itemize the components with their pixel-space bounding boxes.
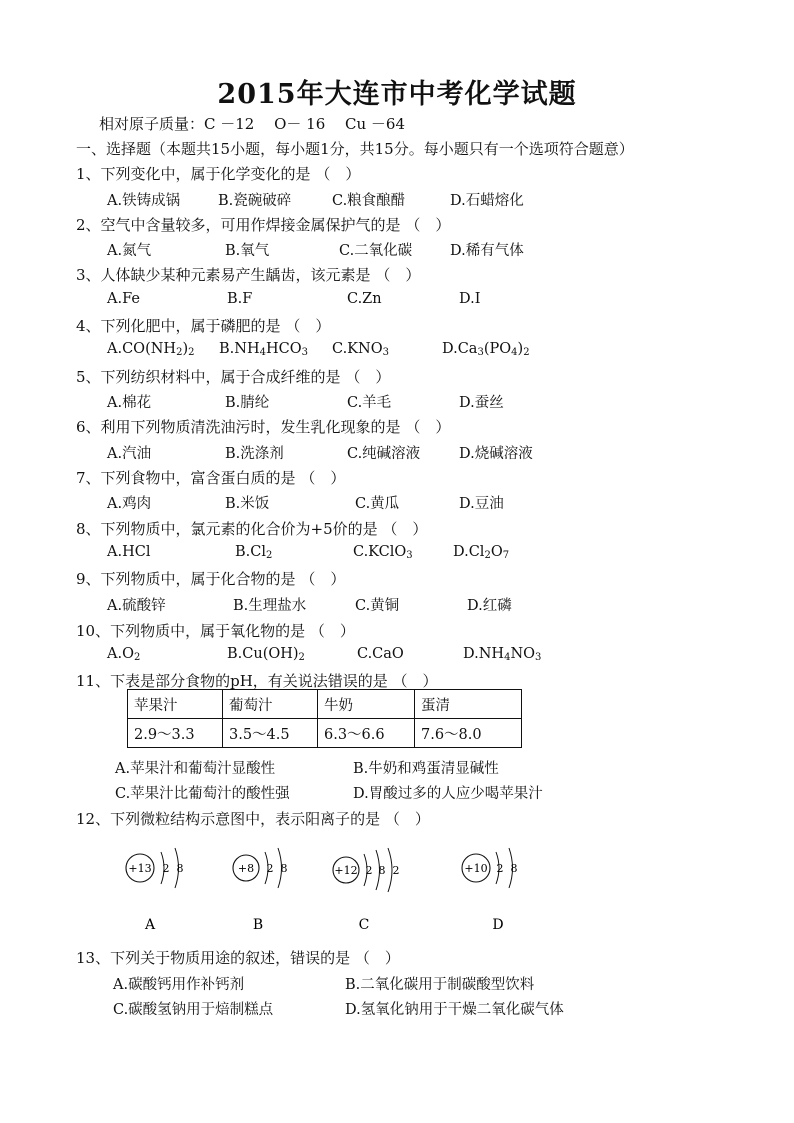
- option: D.胃酸过多的人应少喝苹果汁: [353, 786, 543, 802]
- option: $B.Cu(OH)_2$: [227, 646, 305, 663]
- shell-count: 8: [280, 862, 288, 875]
- option: D.红磷: [467, 598, 512, 614]
- option: A.硫酸锌: [107, 598, 166, 614]
- option: A.苹果汁和葡萄汁显酸性: [115, 761, 276, 777]
- table-cell: 6.3～6.6: [318, 719, 415, 748]
- option: C.羊毛: [347, 395, 392, 411]
- option: $D.NH_4NO_3$: [463, 646, 542, 663]
- option: B.二氧化碳用于制碳酸型饮料: [345, 977, 535, 993]
- option: D.I: [459, 291, 481, 307]
- option: B.牛奶和鸡蛋清显碱性: [353, 761, 499, 777]
- option: C.黄铜: [355, 598, 400, 614]
- ph-table: [127, 689, 522, 748]
- nucleus-label: +13: [128, 862, 152, 875]
- question-stem: 11、下表是部分食物的pH，有关说法错误的是 （ ）: [76, 672, 438, 690]
- question-stem: 2、空气中含量较多，可用作焊接金属保护气的是 （ ）: [76, 216, 451, 234]
- page-title: 2015年大连市中考化学试题: [217, 79, 577, 110]
- question-stem: 6、利用下列物质清洗油污时，发生乳化现象的是 （ ）: [76, 418, 451, 436]
- atomic-structure-diagrams: [100, 836, 560, 936]
- question-stem: 9、下列物质中，属于化合物的是 （ ）: [76, 570, 346, 588]
- shell-count: 8: [378, 864, 386, 877]
- option: A.HCl: [107, 544, 151, 560]
- option: A.Fe: [107, 291, 140, 307]
- table-cell: 3.5～4.5: [223, 719, 318, 748]
- shell-count: 2: [496, 862, 504, 875]
- nucleus-label: +8: [237, 862, 255, 875]
- diagram-label: A: [144, 917, 156, 933]
- table-header-row: [128, 690, 522, 719]
- atom-diagram: [233, 848, 288, 933]
- atomic-mass-line: 相对原子质量：C －12 O－ 16 Cu －64: [99, 115, 406, 133]
- option: C.Zn: [347, 291, 382, 307]
- shell-count: 2: [365, 864, 373, 877]
- option: A.氮气: [107, 243, 152, 259]
- option: D.蚕丝: [459, 395, 504, 411]
- question-stem: 13、下列关于物质用途的叙述，错误的是 （ ）: [76, 949, 400, 967]
- diagram-label: C: [358, 917, 370, 933]
- shell-arc: [388, 848, 392, 892]
- option: $D.Ca_3(PO_4)_2$: [442, 341, 530, 358]
- option: A.鸡肉: [107, 496, 152, 512]
- option: C.二氧化碳: [339, 243, 413, 259]
- option: A.汽油: [107, 446, 152, 462]
- question-stem: 10、下列物质中，属于氧化物的是 （ ）: [76, 622, 355, 640]
- diagram-label: D: [492, 917, 504, 933]
- table-header-cell: 苹果汁: [128, 690, 223, 719]
- option: B.洗涤剂: [225, 446, 284, 462]
- option: $A.CO(NH_2)_2$: [107, 341, 195, 358]
- option: C.苹果汁比葡萄汁的酸性强: [115, 786, 290, 802]
- option: C.黄瓜: [355, 496, 400, 512]
- option: C.碳酸氢钠用于焙制糕点: [113, 1002, 274, 1018]
- nucleus-label: +12: [334, 864, 358, 877]
- option: B.生理盐水: [233, 598, 307, 614]
- option: D.烧碱溶液: [459, 446, 533, 462]
- option: B.瓷碗破碎: [218, 193, 292, 209]
- atom-diagram: [462, 848, 518, 933]
- section-heading: 一、选择题（本题共15小题，每小题1分，共15分。每小题只有一个选项符合题意）: [76, 140, 634, 158]
- option: D.稀有气体: [450, 243, 524, 259]
- shell-count: 2: [162, 862, 170, 875]
- option: D.石蜡熔化: [450, 193, 524, 209]
- question-stem: 3、人体缺少某种元素易产生龋齿，该元素是 （ ）: [76, 266, 421, 284]
- table-header-cell: 牛奶: [318, 690, 415, 719]
- table-header-cell: 葡萄汁: [223, 690, 318, 719]
- question-stem: 4、下列化肥中，属于磷肥的是 （ ）: [76, 317, 331, 335]
- option: C.CaO: [357, 646, 404, 662]
- question-stem: 5、下列纺织材料中，属于合成纤维的是 （ ）: [76, 368, 391, 386]
- option: C.粮食酿醋: [332, 193, 406, 209]
- option: D.豆油: [459, 496, 504, 512]
- shell-count: 8: [176, 862, 184, 875]
- option: $D.Cl_2O_7$: [453, 544, 510, 561]
- question-stem: 8、下列物质中，氯元素的化合价为+5价的是 （ ）: [76, 520, 428, 538]
- option: $B.Cl_2$: [235, 544, 273, 561]
- option: $B.NH_4HCO_3$: [219, 341, 308, 358]
- nucleus-label: +10: [464, 862, 488, 875]
- option: A.碳酸钙用作补钙剂: [113, 977, 245, 993]
- option: C.纯碱溶液: [347, 446, 421, 462]
- option: B.米饭: [225, 496, 270, 512]
- question-stem: 1、下列变化中，属于化学变化的是 （ ）: [76, 165, 361, 183]
- diagram-label: B: [252, 917, 264, 933]
- option: $A.O_2$: [107, 646, 141, 663]
- table-header-cell: 蛋清: [415, 690, 522, 719]
- question-stem: 7、下列食物中，富含蛋白质的是 （ ）: [76, 469, 346, 487]
- table-row: [128, 719, 522, 748]
- atom-diagram: [126, 848, 184, 933]
- table-cell: 2.9～3.3: [128, 719, 223, 748]
- option: C.KClO$_3$: [353, 544, 413, 561]
- shell-count: 2: [392, 864, 400, 877]
- option: B.氧气: [225, 243, 270, 259]
- diagram-svg: [100, 836, 560, 936]
- shell-count: 8: [510, 862, 518, 875]
- question-stem: 12、下列微粒结构示意图中，表示阳离子的是 （ ）: [76, 810, 430, 828]
- shell-count: 2: [266, 862, 274, 875]
- option: A.棉花: [107, 395, 152, 411]
- option: D.氢氧化钠用于干燥二氧化碳气体: [345, 1002, 564, 1018]
- atom-diagram: [333, 848, 400, 933]
- option: B.腈纶: [225, 395, 270, 411]
- option: A.铁铸成锅: [107, 193, 181, 209]
- option: B.F: [227, 291, 253, 307]
- option: $C.KNO_3$: [332, 341, 389, 358]
- table-cell: 7.6～8.0: [415, 719, 522, 748]
